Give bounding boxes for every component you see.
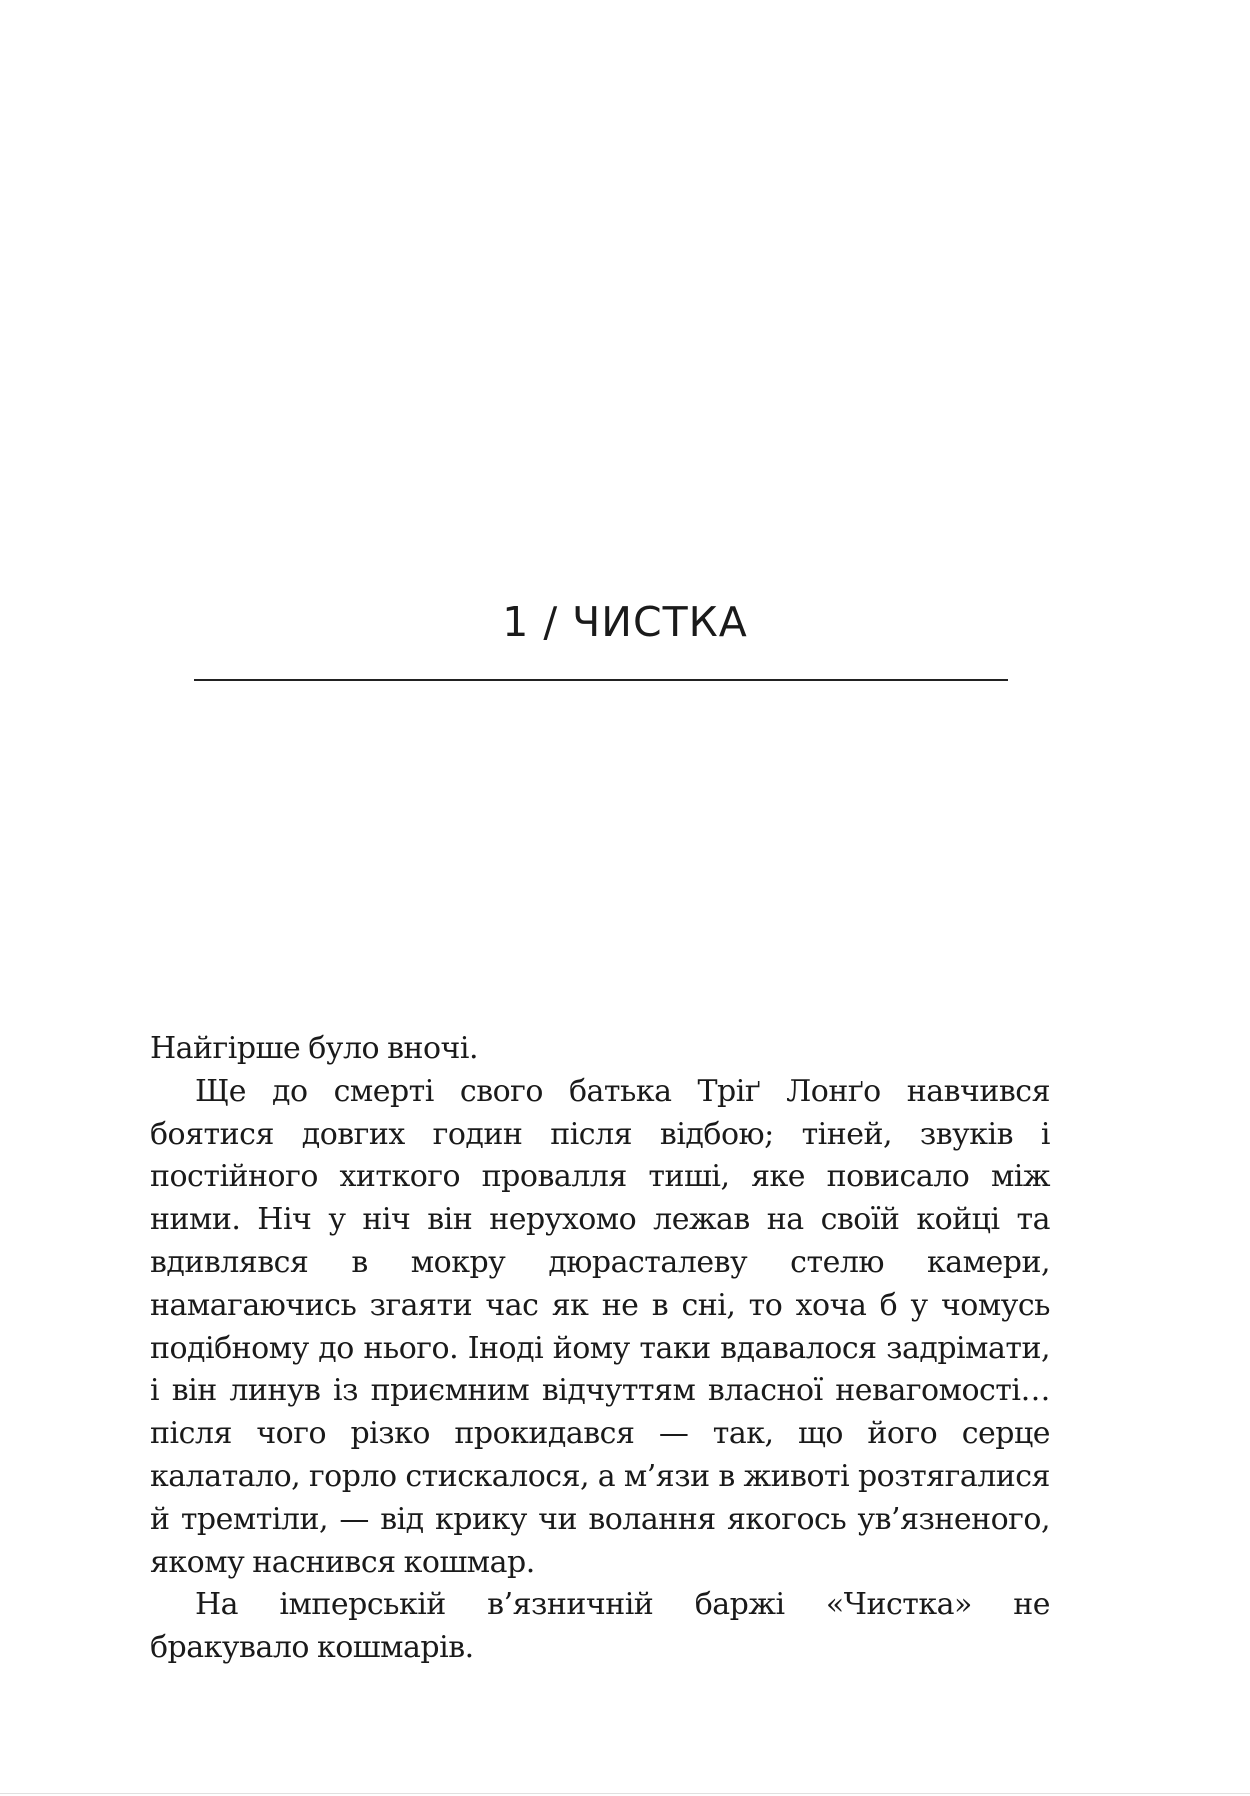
- page-bottom-edge: [0, 1793, 1250, 1794]
- paragraph-2: Ще до смерті свого батька Тріґ Лонґо навчився боятися довгих годин після відбою; тіней, звуків і постійного хиткого провалля тиші, яке повисало між ними. Ніч у ніч він нерухомо лежав на своїй койці та вдивлявся в мокру дюрасталеву стелю камери, намагаючись згаяти час як не в сні, то хоча б у чомусь подібному до нього. Іноді йому таки вдавалося задрімати, і він линув із приємним відчуттям власної невагомості… після чого різко прокидався — так, що його серце калатало, горло стискалося, а м’язи в животі розтягалися й тремтіли, — від крику чи волання якогось ув’язненого, якому наснився кошмар.: [150, 1073, 1050, 1580]
- chapter-body: [150, 1028, 1050, 1670]
- paragraph-3: На імперській в’язничній баржі «Чистка» не бракувало кошмарів.: [150, 1587, 1050, 1666]
- chapter-title: 1 / ЧИСТКА: [502, 598, 748, 646]
- chapter-title-underline: [194, 679, 1008, 681]
- paragraph-1: Найгірше було вночі.: [150, 1031, 479, 1066]
